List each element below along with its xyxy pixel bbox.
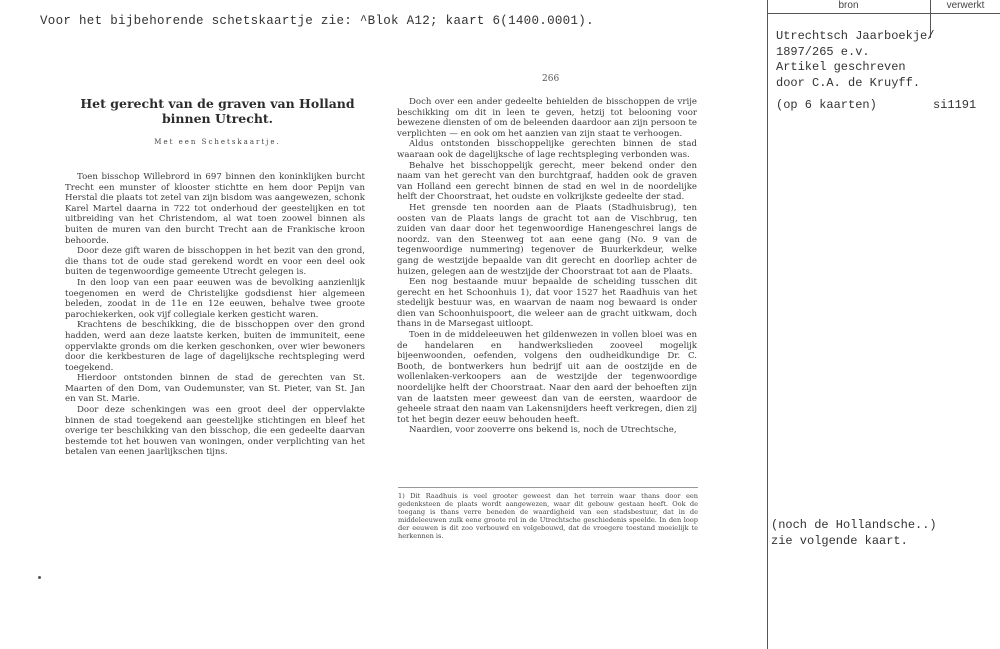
card-divider-left	[767, 0, 768, 649]
paragraph: Een nog bestaande muur bepaalde de scheiding tusschen dit gerecht en het Schoonhuis 1), dat voor 1527 het Raadhuis van het stedelijk bestuur was, en waarvan de naam nog bewaard is onder dien van Schoonhuispoort, die weleer aan de gracht uitkwam, doch thans in de Marsegast uitloopt.	[397, 277, 697, 330]
footnote-rule	[398, 487, 698, 488]
paragraph: Toen in de middeleeuwen het gildenwezen in vollen bloei was en de handelaren en handwerkslieden zooveel mogelijk bijeenwoonden, oefenden, volgens den oudheidkundige Dr. C. Booth, de bontwerkers hun bedrijf uit aan de oostzijde en de wollenlaken-verkoopers aan de westzijde der tegenwoordige noordelijke helft der Choorstraat. Naar den aard der behoeften zijn van de laatsten meer geweest dan van de eersten, waardoor de geheele straat den naam van Lakensnijders heeft verkregen, dien zij tot het begin dezer eeuw behouden heeft.	[397, 330, 697, 425]
scan-speck	[38, 576, 41, 579]
page-number: 266	[542, 74, 560, 84]
source-line: Utrechtsch Jaarboekje/	[776, 29, 935, 43]
header-verwerkt: verwerkt	[946, 0, 985, 11]
kaarten-note: (op 6 kaarten)	[776, 98, 877, 112]
paragraph: Krachtens de beschikking, die de bisschoppen over den grond hadden, werd aan deze laatste kerken, buiten de immuniteit, eene oppervlakte gronds om die kerken geschonken, over wier bewoners door die kerkbesturen de lage of dagelijksche rechtspleging werd toegekend.	[65, 320, 365, 373]
top-note: Voor het bijbehorende schetskaartje zie: ^Blok A12; kaart 6(1400.0001).	[40, 14, 594, 28]
article-left-column	[65, 172, 365, 458]
source-reference	[776, 29, 934, 91]
source-line: Artikel geschreven	[776, 60, 906, 74]
source-line: door C.A. de Kruyff.	[776, 75, 921, 90]
continuation-line: (noch de Hollandsche..)	[771, 518, 937, 532]
verwerkt-code: si1191	[933, 98, 977, 112]
paragraph: Door deze schenkingen was een groot deel der oppervlakte binnen de stad toegekend aan geestelijke stichtingen en bleef het overige ter beschikking van den bisschop, die een gedeelte daarvan bestemde tot het bouwen van woningen, onder verplichting van het betalen van eenen jaarlijkschen tijns.	[65, 405, 365, 458]
source-line: 1897/265 e.v.	[776, 44, 870, 59]
card-header-rule	[767, 13, 1000, 14]
paragraph: Toen bisschop Willebrord in 697 binnen den koninklijken burcht Trecht een munster of klooster stichtte en hem door Pepijn van Herstal die plaats tot zetel van zijn bisdom was aangewezen, schonk Karel Martel daarna in 722 tot onderhoud der geestelijken en tot uitbreiding van het Christendom, al wat toen zoowel binnen als buiten de muren van den burcht Trecht aan de Frankische kroon behoorde.	[65, 172, 365, 246]
paragraph: Het grensde ten noorden aan de Plaats (Stadhuisbrug), ten oosten van de Plaats langs de gracht tot aan de Vischbrug, ten zuiden van daar door het tegenwoordige Hanengeschrei langs de noordz. van den Steenweg tot aan eene gang (No. 9 van de tegenwoordige nummering) tegenover de Buurkerkdeur, welke gang de westzijde bepaalde van dit gerecht en doorliep achter de huizen, gelegen aan de westzijde der Choorstraat tot aan de Plaats.	[397, 202, 697, 277]
paragraph: In den loop van een paar eeuwen was de bevolking aanzienlijk toegenomen en werd de Christelijke godsdienst hier algemeen beleden, zoodat in de 11e en 12e eeuwen, behalve twee groote parochiekerken, ook vijf collegiale kerken gesticht waren.	[65, 277, 365, 320]
paragraph: Doch over een ander gedeelte behielden de bisschoppen de vrije beschikking om dit in leen te geven, hetzij tot belooning voor bewezene diensten of om de beleenden daardoor aan zijn persoon te verplichten — en ook om het aanzien van zijn staat te verhoogen.	[397, 97, 697, 139]
paragraph: Door deze gift waren de bisschoppen in het bezit van den grond, die thans tot de oude stad gerekend wordt en voor een deel ook buiten de tegenwoordige gemeente Utrecht gelegen is.	[65, 246, 365, 278]
paragraph: Naardien, voor zooverre ons bekend is, noch de Utrechtsche,	[409, 425, 677, 436]
article-subtitle: Met een Schetskaartje.	[154, 138, 281, 146]
paragraph: Aldus ontstonden bisschoppelijke gerechten binnen de stad waaraan ook de dagelijksche of lage rechtspleging verbonden was.	[397, 139, 697, 160]
article-right-column	[397, 97, 697, 436]
footnote: 1) Dit Raadhuis is veel grooter geweest dan het terrein waar thans door een gedenksteen de plaats wordt aangewezen, waar dit gebouw gestaan heeft. Ook de toegang is thans verre beneden de waardigheid van een stadsbestuur, dat in de middeleeuwen zulk eene groote rol in de Utrechtsche geschiedenis speelde. In den loop der eeuwen is dit zoo verbouwd en volgebouwd, dat de vroegere toestand moeielijk te herkennen is.	[398, 492, 698, 540]
continuation-note	[771, 518, 937, 549]
continuation-line: zie volgende kaart.	[771, 533, 908, 548]
paragraph: Hierdoor ontstonden binnen de stad de gerechten van St. Maarten of den Dom, van Oudemunster, van St. Pieter, van St. Jan en van St. Marie.	[65, 373, 365, 405]
article-title: Het gerecht van de graven van Holland binnen Utrecht.	[80, 96, 355, 126]
header-bron: bron	[838, 0, 859, 11]
paragraph: Behalve het bisschoppelijk gerecht, meer bekend onder den naam van het gerecht van den burchtgraaf, hadden ook de graven van Holland een gerecht binnen de stad en wel in de noordelijke helft der Choorstraat, het oudste en volkrijkste gedeelte der stad.	[397, 160, 697, 203]
